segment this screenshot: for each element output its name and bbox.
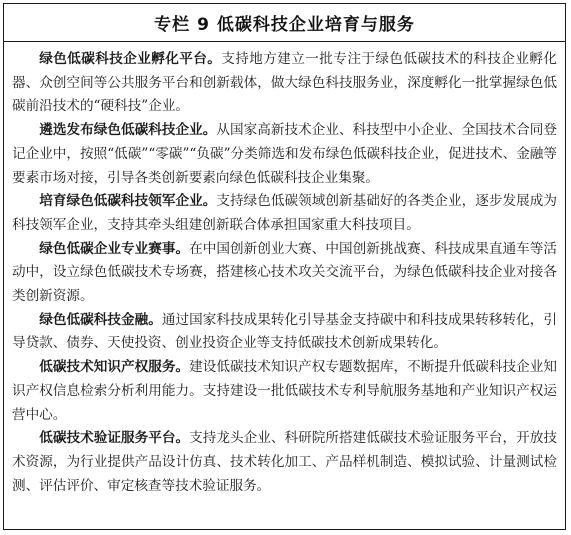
paragraph-lead: 低碳技术知识产权服务。 [39, 359, 190, 376]
column-box [3, 3, 566, 530]
paragraph-body: 支持绿色低碳领域创新基础好的各类企业，逐步发展成为科技领军企业，支持其牵头组建创新联合体承担国家重大科技项目。 [12, 193, 558, 233]
paragraph-leading-enterprises [12, 190, 557, 237]
paragraph-body: 从国家高新技术企业、科技型中小企业、全国技术合同登记企业中，按照“低碳”“零碳”“负碳”分类筛选和发布绿色低碳科技企业，促进技术、金融等要素市场对接，引导各类创新要素向绿色低碳科技企业集聚。 [12, 122, 558, 186]
paragraph-finance [12, 309, 557, 356]
paragraph-lead: 绿色低碳科技金融。 [39, 311, 162, 328]
paragraph-lead: 遴选发布绿色低碳科技企业。 [39, 122, 217, 139]
paragraph-body: 建设低碳技术知识产权专题数据库，不断提升低碳科技企业知识产权信息检索分析利用能力。支持建设一批低碳技术专利导航服务基地和产业知识产权运营中心。 [12, 359, 558, 423]
paragraph-lead: 绿色低碳企业专业赛事。 [39, 240, 190, 257]
paragraph-body: 支持地方建立一批专注于绿色低碳技术的科技企业孵化器、众创空间等公共服务平台和创新载体，做大绿色科技服务业，深度孵化一批掌握绿色低碳前沿技术的“硬科技”企业。 [12, 51, 557, 115]
paragraph-lead: 绿色低碳科技企业孵化平台。 [39, 51, 222, 67]
paragraph-lead: 培育绿色低碳科技领军企业。 [39, 193, 217, 210]
column-title: 专栏 9 低碳科技企业培育与服务 [4, 4, 565, 42]
paragraph-body: 在中国创新创业大赛、中国创新挑战赛、科技成果直通车等活动中，设立绿色低碳技术专场赛，搭建核心技术攻关交流平台，为绿色低碳科技企业对接各类创新资源。 [12, 240, 558, 305]
paragraph-lead: 低碳技术验证服务平台。 [39, 430, 190, 447]
paragraph-selection [12, 119, 557, 190]
column-content [4, 42, 565, 498]
paragraph-verification-platform [12, 427, 557, 498]
paragraph-competitions [12, 238, 557, 309]
paragraph-incubation [12, 48, 557, 119]
paragraph-body: 通过国家科技成果转化引导基金支持碳中和科技成果转移转化，引导贷款、债券、天使投资、创业投资企业等支持低碳技术创新成果转化。 [12, 311, 558, 352]
paragraph-ip-services [12, 356, 557, 427]
paragraph-body: 支持龙头企业、科研院所搭建低碳技术验证服务平台，开放技术资源，为行业提供产品设计仿真、技术转化加工、产品样机制造、模拟试验、计量测试检测、评估评价、审定核查等技术验证服务。 [12, 430, 558, 494]
